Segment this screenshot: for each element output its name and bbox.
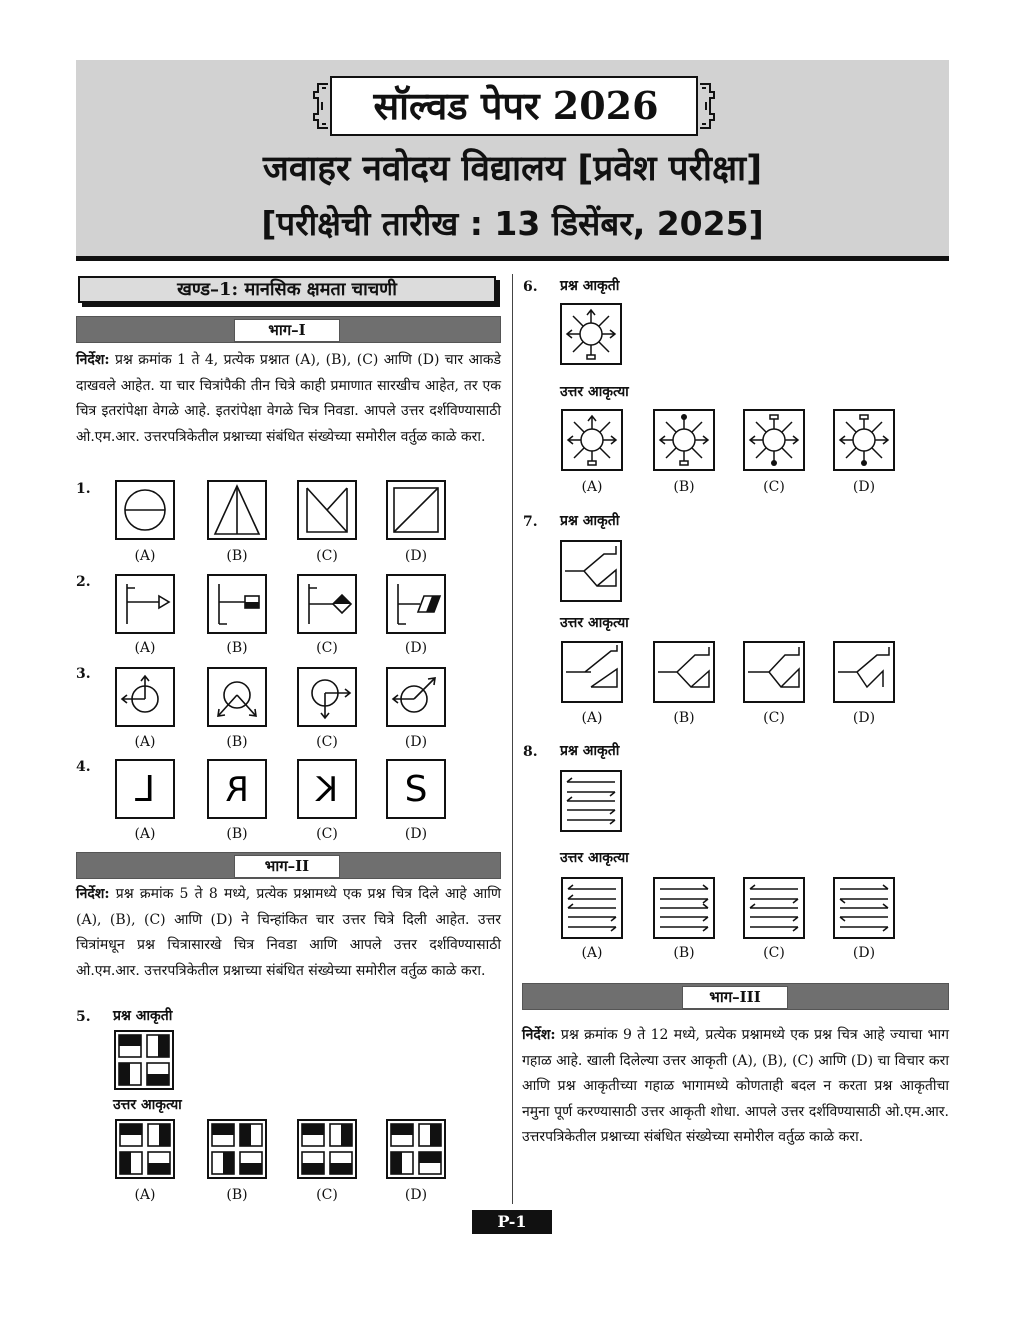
- q6-figure-a: [561, 409, 623, 471]
- question-figure-label: प्रश्न आकृती: [113, 1008, 173, 1024]
- answer-figures-label: उत्तर आकृत्या: [560, 850, 629, 866]
- q5-question-figure: [114, 1030, 174, 1090]
- part-label-3: भाग–III: [682, 986, 788, 1009]
- letter-figure: L: [134, 769, 156, 810]
- option-label: (C): [316, 548, 338, 564]
- directions-part1: [76, 348, 501, 450]
- q5-figure-a: [115, 1119, 175, 1179]
- option-label: (D): [404, 548, 428, 564]
- option-label: (A): [581, 479, 603, 495]
- q7-question-figure: [560, 540, 622, 602]
- q8-figure-c: [743, 877, 805, 939]
- option-label: (D): [852, 945, 876, 961]
- question-number: 6.: [523, 279, 538, 295]
- option-label: (B): [226, 734, 248, 750]
- option-label: (B): [673, 479, 695, 495]
- option-label: (A): [134, 826, 156, 842]
- q6-figure-d: [833, 409, 895, 471]
- section-prefix: खण्ड–1:: [177, 279, 239, 300]
- q4-figure-c: [297, 759, 357, 819]
- letter-figure: S: [404, 769, 428, 810]
- q1-figure-d: [386, 480, 446, 540]
- question-number: 2.: [76, 574, 91, 590]
- q6-figure-b: [653, 409, 715, 471]
- q8-figure-d: [833, 877, 895, 939]
- option-label: (A): [581, 710, 603, 726]
- q6-question-figure: [560, 303, 622, 365]
- page-number: P-1: [472, 1210, 552, 1234]
- q5-figure-d: [386, 1119, 446, 1179]
- option-label: (B): [226, 548, 248, 564]
- q3-figure-a: [115, 667, 175, 727]
- option-label: (D): [852, 479, 876, 495]
- ornament-right-icon: [698, 82, 716, 130]
- option-label: (A): [134, 1187, 156, 1203]
- q1-figure-a: [115, 480, 175, 540]
- option-label: (C): [763, 710, 785, 726]
- q8-figure-b: [653, 877, 715, 939]
- q1-figure-b: [207, 480, 267, 540]
- option-label: (A): [134, 548, 156, 564]
- school-subtitle: जवाहर नवोदय विद्यालय [प्रवेश परीक्षा]: [262, 149, 763, 189]
- title-box: [330, 76, 698, 136]
- option-label: (B): [673, 945, 695, 961]
- part-bar-1: [76, 316, 501, 343]
- directions-text: प्रश्न क्रमांक 5 ते 8 मध्ये, प्रत्येक प्रश्नामध्ये एक प्रश्न चित्र दिले आहे आणि (A), (B), (C) आणि (D) ने चिन्हांकित चार उत्तर चित्रे दिली आहेत. उत्तर चित्रांमधून प्रश्न चित्रासारखे चित्र निवडा आणि आपले उत्तर दर्शविण्यासाठी ओ.एम.आर. उत्तरपत्रिकेतील प्रश्नाच्या संबंधित संख्येच्या समोरील वर्तुळ काळे करा.: [76, 886, 501, 979]
- option-label: (D): [404, 826, 428, 842]
- q1-figure-c: [297, 480, 357, 540]
- q3-figure-c: [297, 667, 357, 727]
- option-label: (C): [763, 945, 785, 961]
- q5-figure-b: [207, 1119, 267, 1179]
- q4-figure-a: [115, 759, 175, 819]
- question-figure-label: प्रश्न आकृती: [560, 513, 620, 529]
- directions-label: निर्देश:: [76, 886, 110, 902]
- title-frame: [312, 76, 716, 136]
- option-label: (C): [316, 734, 338, 750]
- q2-figure-d: [386, 574, 446, 634]
- directions-part2: [76, 882, 501, 984]
- answer-figures-label: उत्तर आकृत्या: [113, 1097, 182, 1113]
- q3-figure-d: [386, 667, 446, 727]
- ornament-left-icon: [312, 82, 330, 130]
- part-bar-3: [522, 983, 949, 1010]
- q3-figure-b: [207, 667, 267, 727]
- question-figure-label: प्रश्न आकृती: [560, 278, 620, 294]
- answer-figures-label: उत्तर आकृत्या: [560, 384, 629, 400]
- answer-figures-label: उत्तर आकृत्या: [560, 615, 629, 631]
- letter-figure: R: [225, 770, 249, 810]
- header-rule: [76, 256, 949, 261]
- option-label: (C): [316, 826, 338, 842]
- q5-figure-c: [297, 1119, 357, 1179]
- option-label: (B): [673, 710, 695, 726]
- option-label: (C): [316, 640, 338, 656]
- option-label: (C): [763, 479, 785, 495]
- page-title: सॉल्वड पेपर 2026: [373, 83, 659, 128]
- part-label-1: भाग–I: [234, 319, 340, 342]
- q8-question-figure: [560, 770, 622, 832]
- exam-date: [परीक्षेची तारीख : 13 डिसेंबर, 2025]: [261, 204, 764, 243]
- option-label: (A): [134, 640, 156, 656]
- question-number: 7.: [523, 514, 538, 530]
- question-number: 8.: [523, 744, 538, 760]
- question-number: 4.: [76, 759, 91, 775]
- q4-figure-b: [207, 759, 267, 819]
- q2-figure-a: [115, 574, 175, 634]
- option-label: (D): [404, 640, 428, 656]
- option-label: (C): [316, 1187, 338, 1203]
- q7-figure-b: [653, 641, 715, 703]
- question-number: 3.: [76, 666, 91, 682]
- q7-figure-c: [743, 641, 805, 703]
- q4-figure-d: [386, 759, 446, 819]
- q7-figure-d: [833, 641, 895, 703]
- directions-label: निर्देश:: [76, 352, 110, 368]
- option-label: (D): [404, 1187, 428, 1203]
- letter-figure: K: [315, 770, 339, 810]
- question-number: 1.: [76, 481, 91, 497]
- directions-text: प्रश्न क्रमांक 1 ते 4, प्रत्येक प्रश्नात (A), (B), (C) आणि (D) चार आकडे दाखवले आहेत. या चार चित्रांपैकी तीन चित्रे काही प्रमाणात सारखीच आहेत, तर एक चित्र इतरांपेक्षा वेगळे आहे. इतरांपेक्षा वेगळे चित्र निवडा. आपले उत्तर दर्शविण्यासाठी ओ.एम.आर. उत्तरपत्रिकेतील प्रश्नाच्या संबंधित संख्येच्या समोरील वर्तुळ काळे करा.: [76, 352, 502, 445]
- question-number: 5.: [76, 1009, 91, 1025]
- option-label: (A): [134, 734, 156, 750]
- q2-figure-c: [297, 574, 357, 634]
- directions-text: प्रश्न क्रमांक 9 ते 12 मध्ये, प्रत्येक प्रश्नामध्ये एक प्रश्न चित्र आहे ज्याचा भाग गहाळ आहे. खाली दिलेल्या उत्तर आकृती (A), (B), (C) आणि (D) चा विचार करा आणि प्रश्न आकृतीच्या गहाळ भागामध्ये कोणताही बदल न करता प्रश्न आकृतीचा नमुना पूर्ण करण्यासाठी उत्तर आकृती शोधा. आपले उत्तर दर्शविण्यासाठी ओ.एम.आर. उत्तरपत्रिकेतील प्रश्नाच्या संबंधित संख्येच्या समोरील वर्तुळ काळे करा.: [522, 1027, 950, 1145]
- column-divider: [512, 274, 513, 1204]
- q8-figure-a: [561, 877, 623, 939]
- option-label: (B): [226, 640, 248, 656]
- directions-label: निर्देश:: [522, 1027, 556, 1043]
- q7-figure-a: [561, 641, 623, 703]
- section-heading: [78, 276, 496, 303]
- question-figure-label: प्रश्न आकृती: [560, 743, 620, 759]
- option-label: (D): [404, 734, 428, 750]
- section-title: मानसिक क्षमता चाचणी: [244, 279, 397, 300]
- q2-figure-b: [207, 574, 267, 634]
- option-label: (B): [226, 826, 248, 842]
- part-label-2: भाग–II: [234, 855, 340, 878]
- directions-part3: [522, 1023, 949, 1151]
- option-label: (D): [852, 710, 876, 726]
- option-label: (A): [581, 945, 603, 961]
- option-label: (B): [226, 1187, 248, 1203]
- part-bar-2: [76, 852, 501, 879]
- q6-figure-c: [743, 409, 805, 471]
